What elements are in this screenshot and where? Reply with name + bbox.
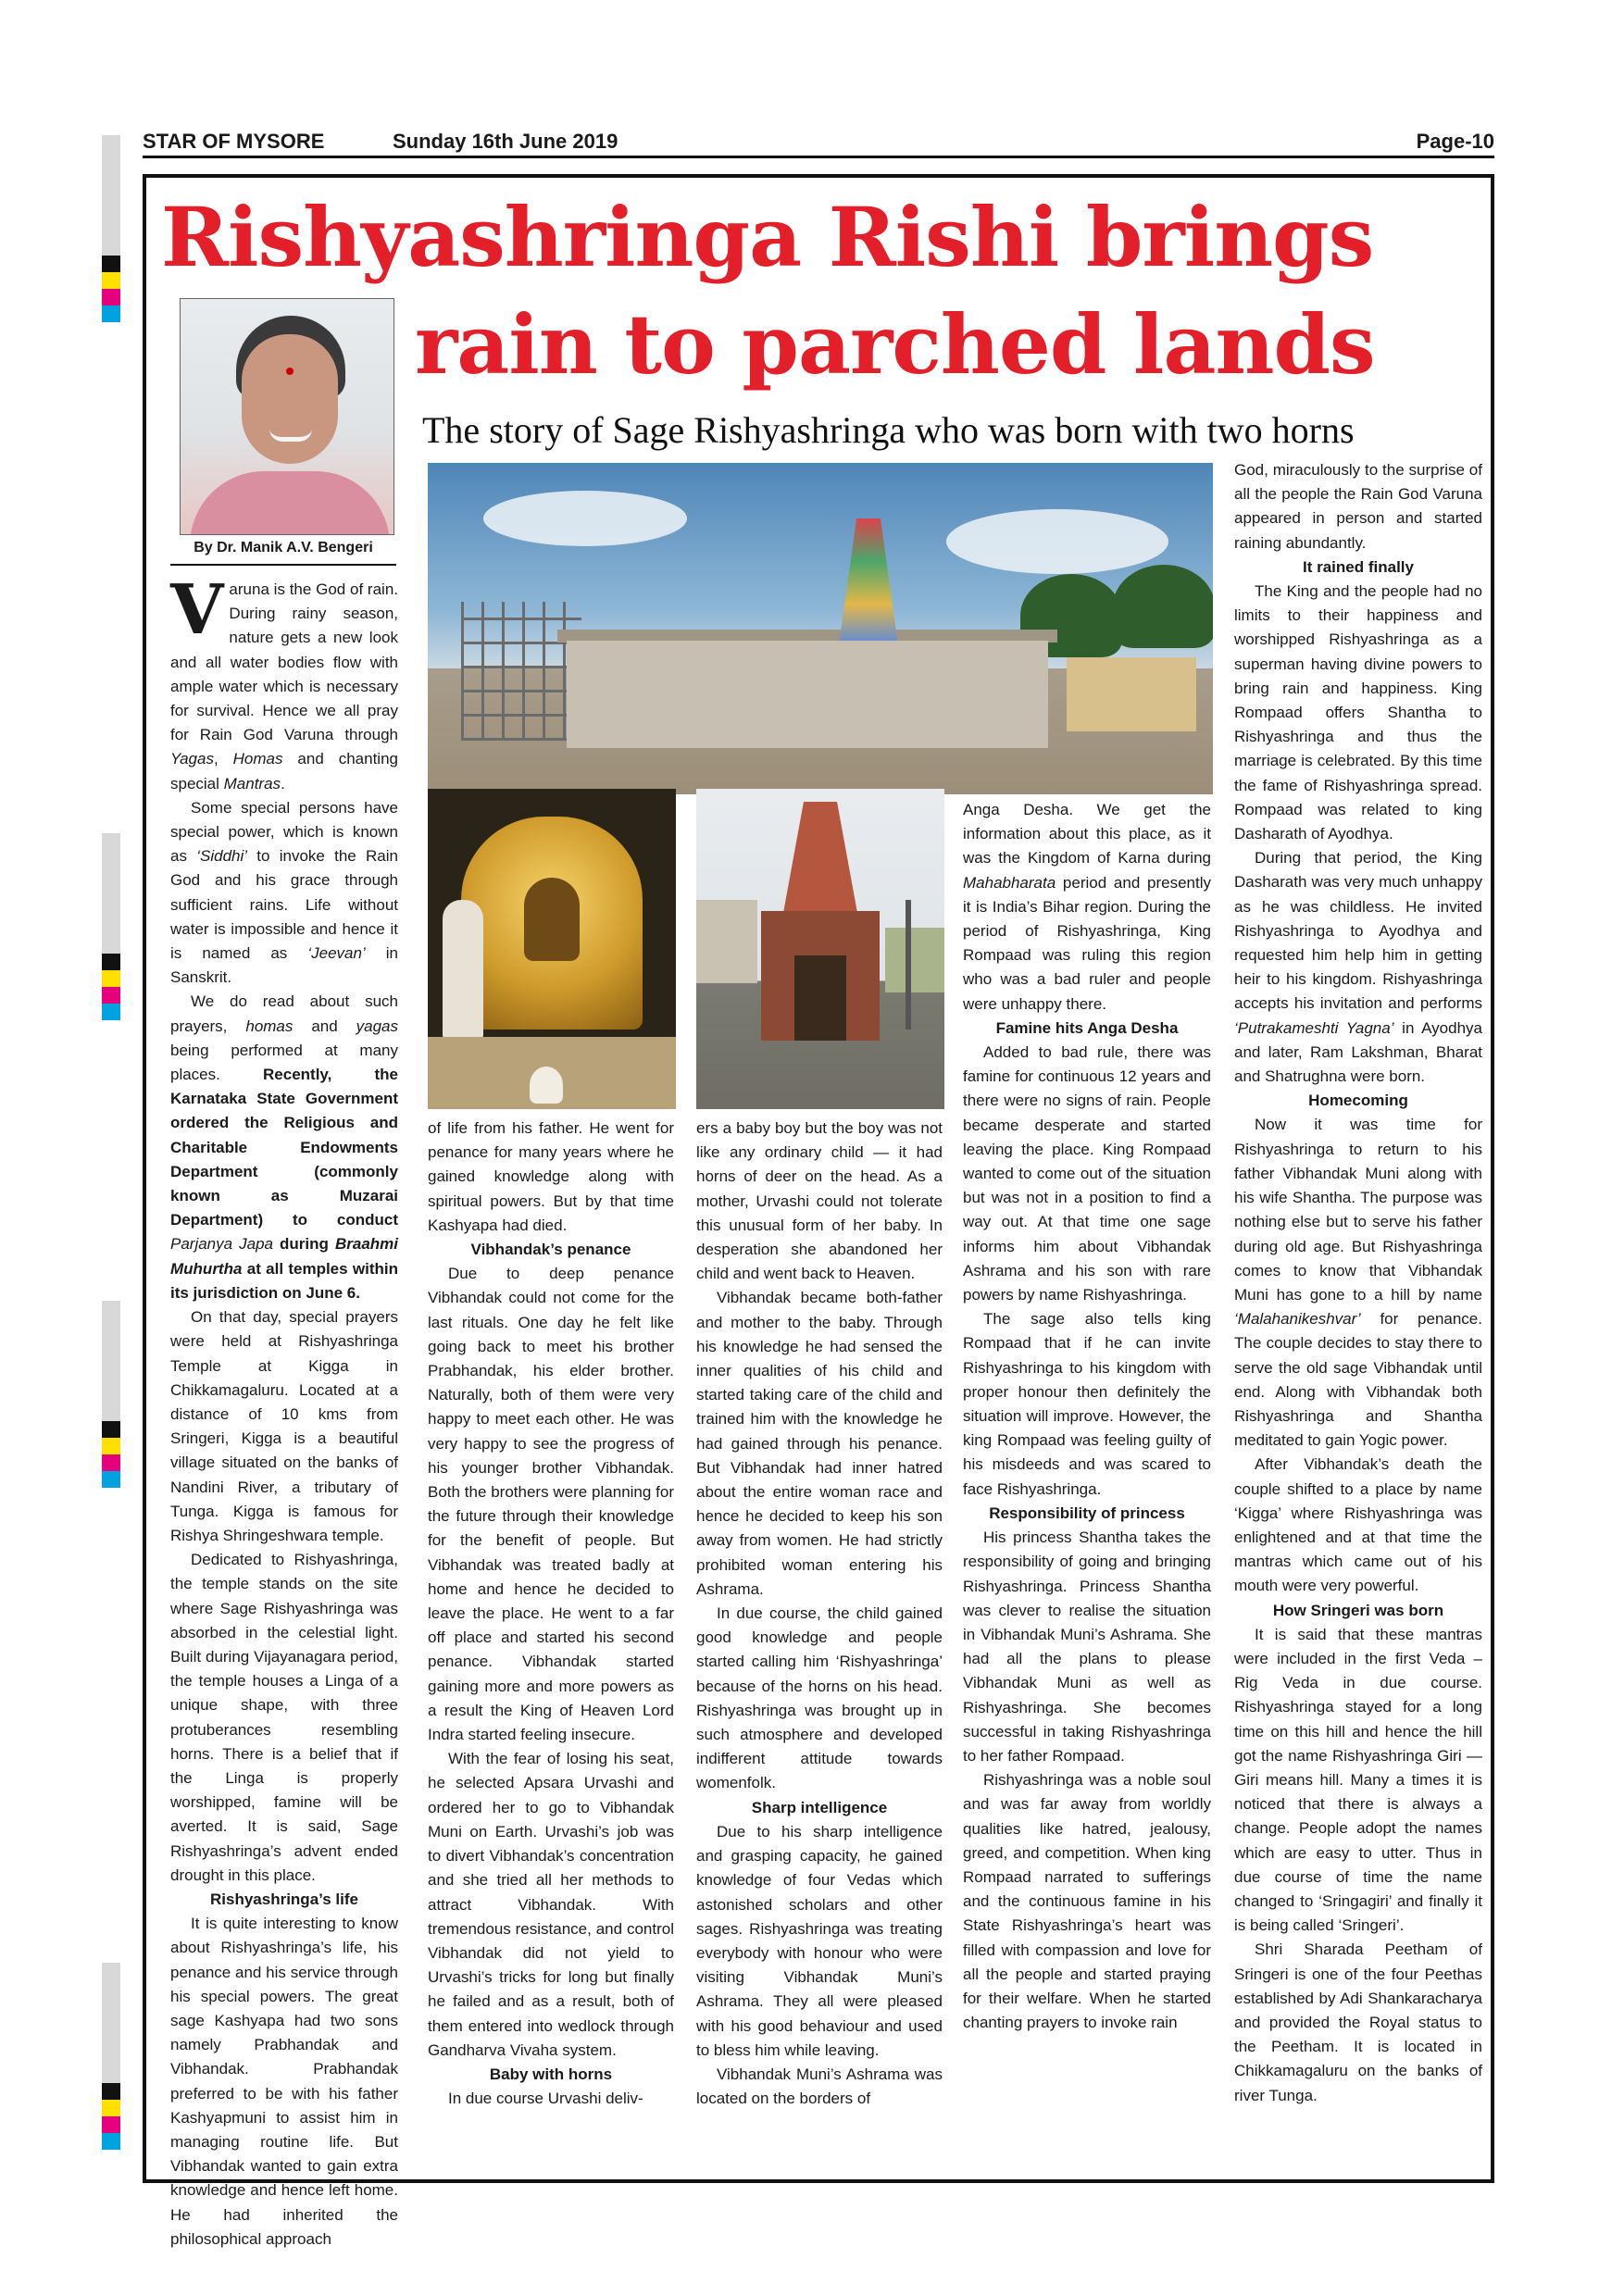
paragraph: The King and the people had no limits to their happiness and worshipped Rishyashringa as a superman having divine powers to bring rain and happiness. King Rompaad offers Shantha to Rishyashringa and thus the marriage is celebrated. By this time the fame of Rishyashringa spread. Rompaad was related to king Dasharath of Ayodhya. xyxy=(1234,582,1482,843)
registration-strip-top xyxy=(102,135,120,322)
temple-gate-photo xyxy=(696,789,944,1109)
paragraph: God, miraculously to the surprise of all the people the Rain God Varuna appeared in person and started raining abundantly. xyxy=(1234,461,1482,552)
drop-cap: V xyxy=(170,570,224,650)
section-heading: How Sringeri was born xyxy=(1272,1601,1444,1619)
section-heading: Responsibility of princess xyxy=(989,1504,1185,1522)
section-heading: It rained finally xyxy=(1303,557,1414,576)
paragraph: Varuna is the God of rain. During rainy season, nature gets a new look and all water bodies flow with ample water which is necessary for survival. Hence we all pray for Rain God Varuna through Yagas, Homas and chanting special Mantras. xyxy=(170,570,398,792)
paragraph: It is said that these mantras were included in the first Veda – Rig Veda in due course. Rishyashringa stayed for a long time on this hill and hence the hill got the name Rishyashringa Giri — Giri means hill. Many a times it is noticed that there is always a change. People adopt the names which are easy to utter. Thus in due course of time the name changed to ‘Sringagiri’ and finally it is being called ‘Sringeri’. xyxy=(1234,1625,1482,1935)
section-heading: Rishyashringa’s life xyxy=(210,1890,358,1908)
paragraph: ers a baby boy but the boy was not like any ordinary child — it had horns of deer on the head. As a mother, Urvashi could not tolerate this unusual form of her baby. In desperation she abandoned her child and went back to Heaven. xyxy=(696,1119,943,1283)
paragraph: We do read about such prayers, homas and yagas being performed at many places. Recently, the Karnataka State Government ordered the Religious and Charitable Endowments Department (commonly known as Muzarai Department) to conduct Parjanya Japa during Braahmi Muhurtha at all temples within its jurisdiction on June 6. xyxy=(170,992,399,1302)
paragraph: Some special persons have special power, which is known as ‘Siddhi’ to invoke the Rain God and his grace through sufficient rains. Life without water is impossible and hence it is named as ‘Jeevan’ in Sanskrit. xyxy=(170,798,398,987)
paragraph: Now it was time for Rishyashringa to return to his father Vibhandak Muni along with his wife Shantha. The purpose was nothing else but to serve his father during old age. But Rishyashringa comes to know that Vibhandak Muni has gone to a hill by name ‘Malahanikeshvar’ for penance. The couple decides to stay there to serve the old sage Vibhandak until end. Along with Vibhandak both Rishyashringa and Shantha meditated to gain Yogic power. xyxy=(1234,1116,1482,1450)
paragraph: His princess Shantha takes the responsibility of going and bringing Rishyashringa. Princess Shantha was clever to realise the situation in Vibhandak Muni’s Ashrama. She had all the plans to please Vibhandak Muni as well as Rishyashringa. She becomes successful in taking Rishyashringa to her father Rompaad. xyxy=(963,1529,1211,1765)
article-column-3 xyxy=(696,1117,943,2111)
registration-strip-bottom xyxy=(102,1963,120,2150)
page-number: Page-10 xyxy=(1416,130,1494,153)
paragraph: Anga Desha. We get the information about this place, as it was the Kingdom of Karna during Mahabharata period and presently it is India’s Bihar region. During the period of Rishyashringa, King Rompaad was ruling this region who was a bad ruler and people were unhappy there. xyxy=(963,801,1211,1013)
paragraph: On that day, special prayers were held at Rishyashringa Temple at Kigga in Chikkamagaluru. Located at a distance of 10 kms from Sringeri, Kigga is a beautiful village situated on the banks of Nandini River, a tributary of Tunga. Kigga is famous for Rishya Shringeshwara temple. xyxy=(170,1308,398,1544)
paragraph: In due course, the child gained good knowledge and people started calling him ‘Rishyashringa’ because of the horns on his head. Rishyashringa was brought up in such atmosphere and developed indifferent attitude towards womenfolk. xyxy=(696,1604,943,1792)
masthead-rule xyxy=(143,156,1494,158)
paragraph: Vibhandak became both-father and mother to the baby. Through his knowledge he had sensed the inner qualities of his child and started taking care of the child and trained him with the knowledge he had gained through his penance. But Vibhandak had inner hatred about the entire woman race and hence he decided to keep his son away from women. He had strictly prohibited woman entering his Ashrama. xyxy=(696,1289,943,1598)
headline-line-1: Rishyashringa Rishi brings xyxy=(161,189,1374,285)
paragraph: Vibhandak Muni’s Ashrama was located on the borders of xyxy=(696,2065,943,2108)
registration-strip-middle xyxy=(102,833,120,1020)
paragraph: Due to his sharp intelligence and grasping capacity, he gained knowledge of four Vedas which astonished scholars and other sages. Rishyashringa was treating everybody with honour who were visiting Vibhandak Muni’s Ashrama. They all were pleased with his good behaviour and used to bless him while leaving. xyxy=(696,1822,943,2059)
paragraph: With the fear of losing his seat, he selected Apsara Urvashi and ordered her to go to Vibhandak Muni on Earth. Urvashi’s job was to divert Vibhandak’s concentration and she tried all her methods to attract Vibhandak. With tremendous resistance, and control Vibhandak did not yield to Urvashi’s tricks for long but finally he failed and as a result, both of them entered into wedlock through Gandharva Vivaha system. xyxy=(428,1750,674,2059)
registration-strip-lower xyxy=(102,1301,120,1488)
paragraph: Rishyashringa was a noble soul and was far away from worldly qualities like hatred, jealousy, greed, and competition. When king Rompaad narrated to sufferings and the continuous famine in his State Rishyashringa’s heart was filled with compassion and love for all the people and started praying for their welfare. When he started chanting prayers to invoke rain xyxy=(963,1771,1211,2032)
section-heading: Vibhandak’s penance xyxy=(470,1241,631,1259)
paragraph: During that period, the King Dasharath was very much unhappy as he was childless. He invited Rishyashringa to Ayodhya and requested him help him in getting heir to his kingdom. Rishyashringa accepts his invitation and performs ‘Putrakameshti Yagna’ in Ayodhya and later, Ram Lakshman, Bharat and Shatrughna were born. xyxy=(1234,849,1482,1086)
paragraph: Added to bad rule, there was famine for continuous 12 years and there were no signs of rain. People became desperate and started leaving the place. King Rompaad wanted to come out of the situation but was not in a position to find a way out. At that time one sage informs him about Vibhandak Ashrama and his son with rare powers by name Rishyashringa. xyxy=(963,1043,1211,1304)
paragraph: In due course Urvashi deliv- xyxy=(448,2090,643,2108)
author-portrait xyxy=(180,298,394,535)
paragraph: Due to deep penance Vibhandak could not come for the last rituals. One day he felt like going back to meet his brother Prabhandak, his elder brother. Naturally, both of them were very happy to meet each other. He was very happy to see the progress of his younger brother Vibhandak. Both the brothers were planning for the future through their knowledge for the benefit of people. But Vibhandak was treated badly at home and hence he decided to leave the place. He went to a far off place and started his second penance. Vibhandak started gaining more and more powers as a result the King of Heaven Lord Indra started feeling insecure. xyxy=(428,1265,674,1744)
section-heading: Baby with horns xyxy=(489,2065,613,2083)
article-column-4 xyxy=(963,798,1211,2035)
section-heading: Famine hits Anga Desha xyxy=(995,1018,1179,1037)
paragraph: It is quite interesting to know about Rishyashringa’s life, his penance and his service through his special powers. The great sage Kashyapa had two sons namely Prabhandak and Vibhandak. Prabhandak preferred to be with his father Kashyapmuni to assist him in managing routine life. But Vibhandak wanted to gain extra knowledge and hence left home. He had inherited the philosophical approach xyxy=(170,1915,398,2248)
paragraph: of life from his father. He went for penance for many years where he gained knowledge along with spiritual powers. But by that time Kashyapa had died. xyxy=(428,1119,674,1234)
shrine-photo xyxy=(428,789,676,1109)
article-column-5 xyxy=(1234,458,1482,2108)
paragraph: After Vibhandak’s death the couple shifted to a place by name ‘Kigga’ where Rishyashringa was enlightened and at that time the mantras which came out of his mouth were very powerful. xyxy=(1234,1455,1482,1595)
section-heading: Homecoming xyxy=(1308,1092,1408,1110)
masthead xyxy=(143,128,1494,157)
paragraph: Dedicated to Rishyashringa, the temple stands on the site where Sage Rishyashringa was absorbed in the celestial light. Built during Vijayanagara period, the temple houses a Linga of a unique shape, with three protuberances resembling horns. There is a belief that if the Linga is properly worshipped, famine will be averted. It is said, Sage Rishyashringa’s advent ended drought in this place. xyxy=(170,1551,398,1884)
paragraph: Shri Sharada Peetham of Sringeri is one of the four Peethas established by Adi Shankaracharya and provided the Royal status to the Peetham. It is located in Chikkamagaluru on the banks of river Tunga. xyxy=(1234,1940,1482,2104)
section-heading: Sharp intelligence xyxy=(751,1798,888,1816)
byline: By Dr. Manik A.V. Bengeri xyxy=(170,540,396,566)
issue-date: Sunday 16th June 2019 xyxy=(393,130,618,153)
paper-name: STAR OF MYSORE xyxy=(143,130,325,153)
headline-line-2: rain to parched lands xyxy=(415,296,1375,393)
temple-photo xyxy=(428,463,1213,794)
article-column-2 xyxy=(428,1117,674,2111)
subheadline: The story of Sage Rishyashringa who was born with two horns xyxy=(422,409,1355,451)
paragraph: The sage also tells king Rompaad that if he can invite Rishyashringa to his kingdom with proper honour then definitely the situation will improve. However, the king Rompaad was feeling guilty of his misdeeds and was scared to face Rishyashringa. xyxy=(963,1310,1211,1498)
article-column-1 xyxy=(170,570,399,2252)
